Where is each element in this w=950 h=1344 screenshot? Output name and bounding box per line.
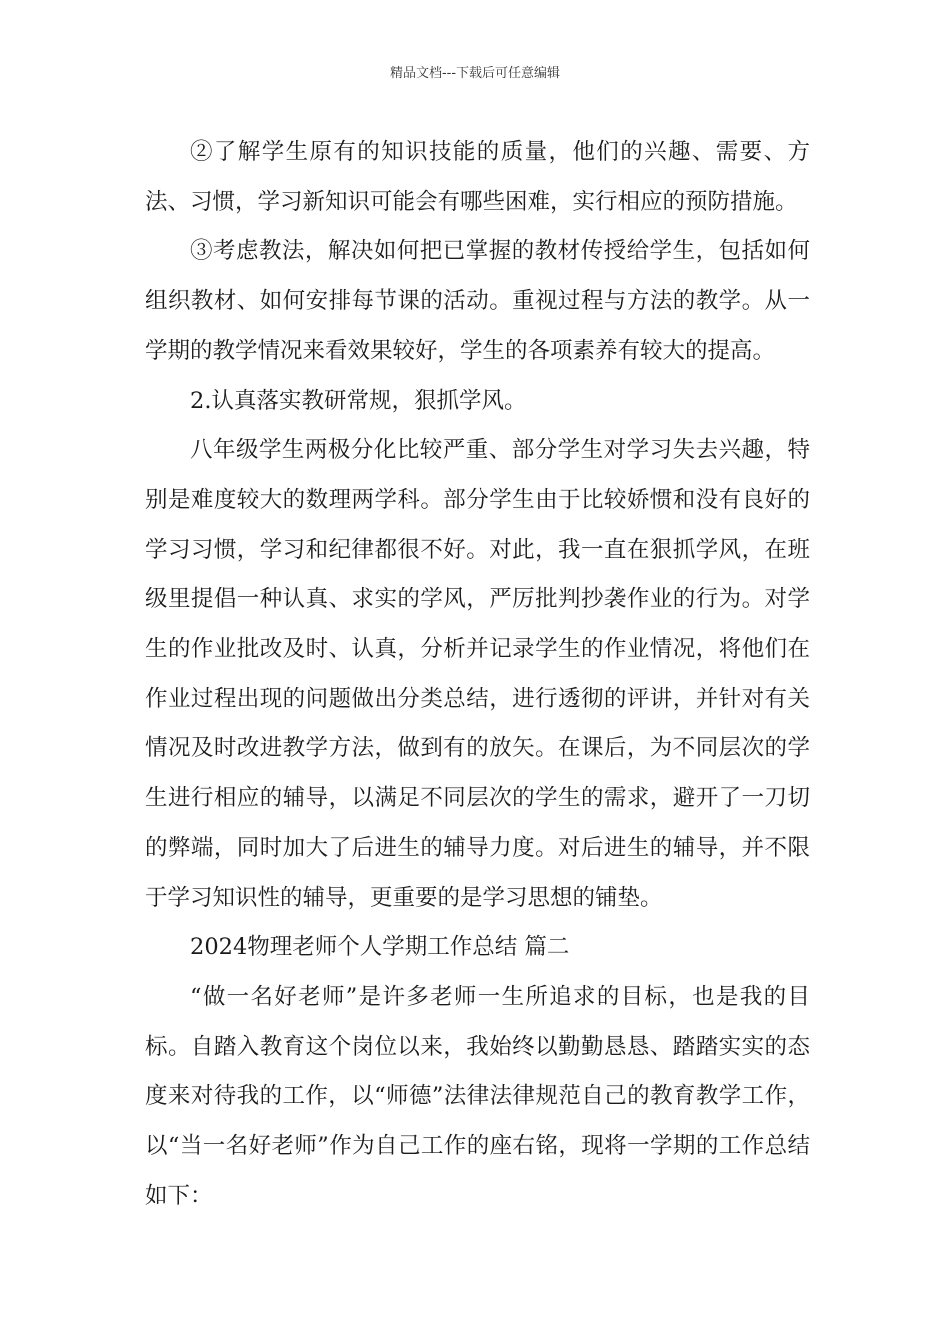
section-heading-study-style: 2.认真落实教研常规，狠抓学风。 <box>190 387 527 414</box>
document-body <box>145 128 810 1221</box>
paragraph-prepare-students: ②了解学生原有的知识技能的质量，他们的兴趣、需要、方法、习惯，学习新知识可能会有哪些困难，实行相应的预防措施。 <box>145 139 810 215</box>
page-header: 精品文档---下载后可任意编辑 <box>389 66 561 81</box>
paragraph-teaching-methods: ③考虑教法，解决如何把已掌握的教材传授给学生，包括如何组织教材、如何安排每节课的活动。重视过程与方法的教学。从一学期的教学情况来看效果较好，学生的各项素养有较大的提高。 <box>145 238 810 364</box>
section-heading-part-two: 2024物理老师个人学期工作总结 篇二 <box>190 934 570 961</box>
paragraph-good-teacher: “做一名好老师”是许多老师一生所追求的目标，也是我的目标。自踏入教育这个岗位以来，我始终以勤勤恳恳、踏踏实实的态度来对待我的工作，以“师德”法律法律规范自己的教育教学工作，以“当一名好老师”作为自己工作的座右铭，现将一学期的工作总结如下： <box>145 983 810 1209</box>
paragraph-grade-eight-students: 八年级学生两极分化比较严重、部分学生对学习失去兴趣，特别是难度较大的数理两学科。部分学生由于比较娇惯和没有良好的学习习惯，学习和纪律都很不好。对此，我一直在狠抓学风，在班级里提倡一种认真、求实的学风，严厉批判抄袭作业的行为。对学生的作业批改及时、认真，分析并记录学生的作业情况，将他们在作业过程出现的问题做出分类总结，进行透彻的评讲，并针对有关情况及时改进教学方法，做到有的放矢。在课后，为不同层次的学生进行相应的辅导，以满足不同层次的学生的需求，避开了一刀切的弊端，同时加大了后进生的辅导力度。对后进生的辅导，并不限于学习知识性的辅导，更重要的是学习思想的铺垫。 <box>145 437 810 911</box>
